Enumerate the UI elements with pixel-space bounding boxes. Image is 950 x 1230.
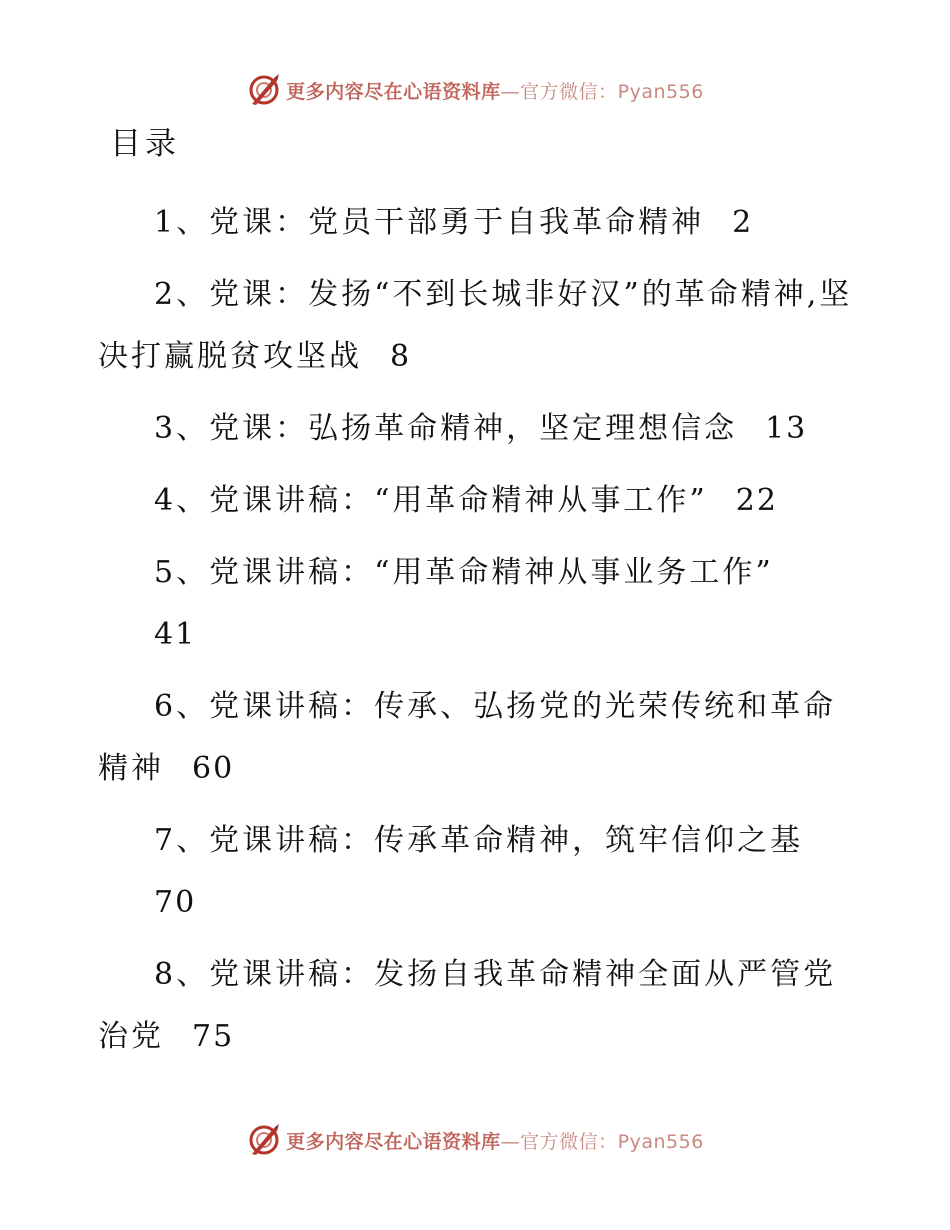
- footer-banner-text: [286, 1127, 704, 1154]
- toc-entry[interactable]: [98, 944, 858, 1068]
- header-banner-sub: —官方微信：Pyan556: [500, 80, 704, 103]
- toc-entry-page: 60: [192, 751, 235, 786]
- header-banner: [0, 68, 950, 112]
- footer-banner: [0, 1118, 950, 1162]
- quill-pen-logo-icon: [246, 72, 282, 108]
- toc-entry-title: 7、党课讲稿：传承革命精神，筑牢信仰之基: [154, 823, 804, 858]
- toc-entry-page: 8: [390, 339, 412, 374]
- toc-entry[interactable]: [98, 398, 858, 460]
- toc-heading: 目录: [110, 126, 180, 162]
- toc-entry-title: 1、党课：党员干部勇于自我革命精神: [154, 205, 705, 240]
- footer-banner-sub: —官方微信：Pyan556: [500, 1130, 704, 1153]
- toc-entry-page: 41: [154, 617, 197, 652]
- toc-entry-title: 8、党课讲稿：发扬自我革命精神全面从严管党治党: [98, 957, 837, 1054]
- toc-entry-title: 3、党课：弘扬革命精神，坚定理想信念: [154, 411, 738, 446]
- toc-entry-title: 2、党课：发扬“不到长城非好汉”的革命精神,坚决打赢脱贫攻坚战: [98, 277, 853, 374]
- header-banner-main: 更多内容尽在心语资料库: [286, 80, 501, 103]
- footer-banner-main: 更多内容尽在心语资料库: [286, 1130, 501, 1153]
- toc-entry[interactable]: [98, 192, 858, 254]
- table-of-contents: [98, 192, 858, 1078]
- toc-entry-title: 6、党课讲稿：传承、弘扬党的光荣传统和革命精神: [98, 689, 837, 786]
- toc-entry-title: 5、党课讲稿：“用革命精神从事业务工作”: [154, 555, 774, 590]
- toc-entry-page: 13: [765, 411, 808, 446]
- header-banner-text: [286, 77, 704, 104]
- toc-entry[interactable]: [98, 810, 858, 934]
- toc-entry-page: 75: [192, 1019, 235, 1054]
- toc-entry-page: 22: [735, 483, 778, 518]
- toc-entry-title: 4、党课讲稿：“用革命精神从事工作”: [154, 483, 708, 518]
- toc-entry[interactable]: [98, 542, 858, 666]
- toc-entry[interactable]: [98, 264, 858, 388]
- quill-pen-logo-icon: [246, 1122, 282, 1158]
- toc-entry[interactable]: [98, 470, 858, 532]
- toc-entry-page: 2: [732, 205, 754, 240]
- toc-entry-page: 70: [154, 885, 197, 920]
- toc-entry[interactable]: [98, 676, 858, 800]
